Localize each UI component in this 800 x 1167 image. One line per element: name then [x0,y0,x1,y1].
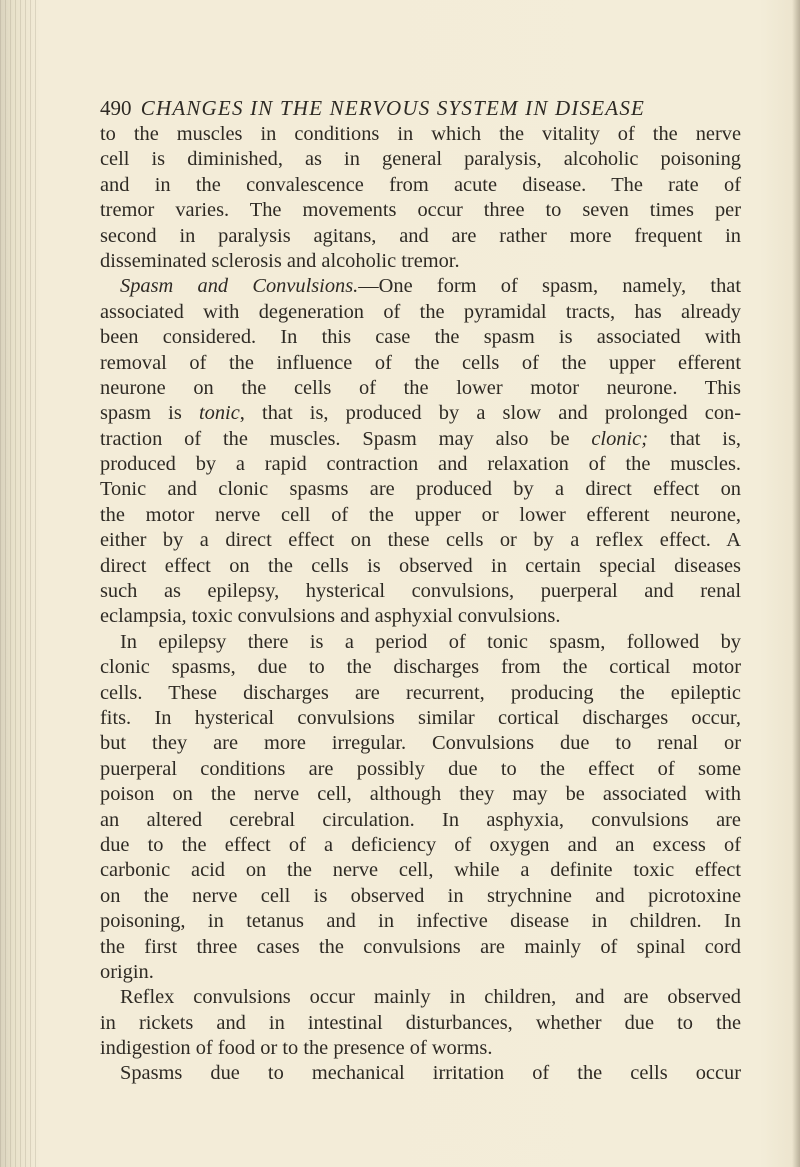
text-line: carbonic acid on the nerve cell, while a definite toxic effect [100,859,741,882]
text-line: due to the effect of a deficiency of oxygen and an excess of [100,833,741,856]
text-line: an altered cerebral circulation. In asphyxia, convulsions are [100,808,741,831]
text-line: cells. These discharges are recurrent, producing the epileptic [100,681,741,704]
text-line: removal of the influence of the cells of the upper efferent [100,351,741,374]
text-line: tremor varies. The movements occur three to seven times per [100,199,741,222]
running-title: CHANGES IN THE NERVOUS SYSTEM IN DISEASE [140,96,646,120]
page-header [100,96,740,121]
text-line: clonic spasms, due to the discharges from the cortical motor [100,656,741,679]
text-line: but they are more irregular. Convulsions due to renal or [100,732,741,755]
page-number: 490 [100,96,132,120]
text-line: been considered. In this case the spasm is associated with [100,326,741,349]
section-heading: Spasm and Convulsions. [120,275,359,298]
text-line: the motor nerve cell of the upper or lower efferent neurone, [100,503,741,526]
text-line: on the nerve cell is observed in strychnine and picrotoxine [100,884,741,907]
text-line: indigestion of food or to the presence of worms. [100,1037,493,1060]
text-line: second in paralysis agitans, and are rather more frequent in [100,224,741,247]
text-line: In epilepsy there is a period of tonic spasm, followed by [120,630,741,653]
text-line: to the muscles in conditions in which the vitality of the nerve [100,123,741,145]
text-line: produced by a rapid contraction and relaxation of the muscles. [100,453,741,476]
text-line: either by a direct effect on these cells or by a reflex effect. A [100,529,741,552]
text-line: Spasm and Convulsions.—One form of spasm, namely, that [120,275,741,298]
page-right-edge [792,0,800,1167]
text-line: Tonic and clonic spasms are produced by a direct effect on [100,478,741,501]
text-line: the first three cases the convulsions are mainly of spinal cord [100,935,741,958]
text-line: eclampsia, toxic convulsions and asphyxial convulsions. [100,605,561,628]
text-line: neurone on the cells of the lower motor neurone. This [100,376,741,399]
text-line: Spasms due to mechanical irritation of the cells occur [120,1062,741,1085]
text-line: puerperal conditions are possibly due to the effect of some [100,757,741,780]
text-line: such as epilepsy, hysterical convulsions, puerperal and renal [100,580,741,603]
page-binding-edge [0,0,36,1167]
text-line: traction of the muscles. Spasm may also be clonic; that is, [100,427,741,450]
term-tonic: tonic [198,402,240,425]
text-line: origin. [100,960,154,983]
text-line: cell is diminished, as in general paralysis, alcoholic poisoning [100,148,741,171]
text-line: direct effect on the cells is observed in certain special diseases [100,554,741,577]
text-line: associated with degeneration of the pyramidal tracts, has already [100,300,741,323]
text-line: spasm is tonic, that is, produced by a slow and prolonged con- [100,402,741,425]
text-line: poison on the nerve cell, although they may be associated with [100,783,741,806]
term-clonic: clonic; [591,427,648,450]
text-line: in rickets and in intestinal disturbances, whether due to the [100,1011,741,1034]
body-text [100,122,741,1087]
text-line: Reflex convulsions occur mainly in children, and are observed [120,986,741,1009]
text-line: poisoning, in tetanus and in infective disease in children. In [100,910,741,933]
text-line: fits. In hysterical convulsions similar cortical discharges occur, [100,706,741,729]
text-line: disseminated sclerosis and alcoholic tremor. [100,249,460,272]
text-line: and in the convalescence from acute disease. The rate of [100,173,741,196]
